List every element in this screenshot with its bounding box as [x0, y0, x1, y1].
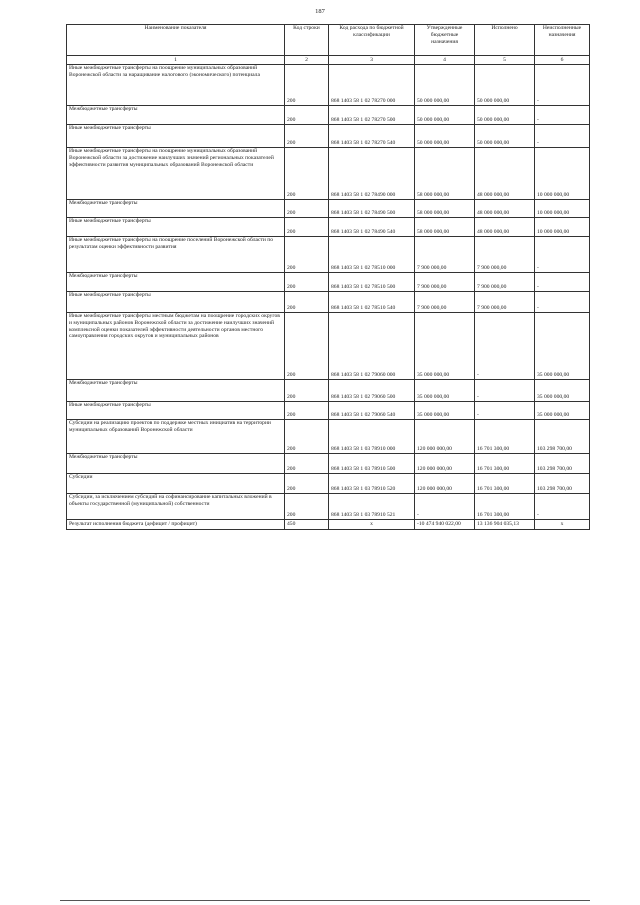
table-row: [67, 106, 590, 125]
column-number: 4: [415, 56, 475, 65]
header-approved: Утвержденные бюджетные назначения: [415, 25, 475, 56]
row-approved: 7 900 000,00: [415, 273, 475, 292]
result-approved: -10 474 940 022,00: [415, 520, 475, 530]
row-executed: 48 000 000,00: [475, 200, 535, 218]
row-approved: 50 000 000,00: [415, 65, 475, 106]
row-line-code: 200: [285, 292, 329, 313]
row-approved: 35 000 000,00: [415, 402, 475, 420]
row-line-code: 200: [285, 420, 329, 454]
row-executed: 16 701 300,00: [475, 494, 535, 520]
table-row: [67, 402, 590, 420]
result-line: 450: [285, 520, 329, 530]
row-budget-code: 868 1403 58 1 02 78490 540: [329, 218, 415, 237]
row-executed: 7 900 000,00: [475, 292, 535, 313]
row-approved: 50 000 000,00: [415, 125, 475, 148]
row-executed: 48 000 000,00: [475, 148, 535, 200]
row-line-code: 200: [285, 494, 329, 520]
row-line-code: 200: [285, 148, 329, 200]
row-indicator-name: Иные межбюджетные трансферты: [67, 292, 285, 313]
row-unexecuted: 35 000 000,00: [535, 380, 590, 402]
row-approved: 35 000 000,00: [415, 313, 475, 380]
table-row: [67, 237, 590, 273]
row-line-code: 200: [285, 200, 329, 218]
header-line-code: Код строки: [285, 25, 329, 56]
result-executed: 13 136 904 035,13: [475, 520, 535, 530]
row-line-code: 200: [285, 125, 329, 148]
row-budget-code: 868 1403 58 1 02 78510 540: [329, 292, 415, 313]
row-indicator-name: Субсидии: [67, 474, 285, 494]
row-line-code: 200: [285, 273, 329, 292]
row-budget-code: 868 1403 58 1 03 78910 000: [329, 420, 415, 454]
row-unexecuted: -: [535, 292, 590, 313]
row-indicator-name: Иные межбюджетные трансферты на поощрение муниципальных образований Воронежской области за наращивание налогового (экономического) потенциала: [67, 65, 285, 106]
row-executed: 50 000 000,00: [475, 106, 535, 125]
table-row: [67, 218, 590, 237]
column-number: 2: [285, 56, 329, 65]
table-body: [67, 65, 590, 520]
row-budget-code: 868 1403 58 1 02 78270 540: [329, 125, 415, 148]
page-number: 187: [315, 8, 325, 15]
row-unexecuted: -: [535, 65, 590, 106]
row-approved: 120 000 000,00: [415, 454, 475, 474]
table-row: [67, 454, 590, 474]
row-executed: 16 701 300,00: [475, 420, 535, 454]
row-indicator-name: Иные межбюджетные трансферты: [67, 402, 285, 420]
table-row: [67, 474, 590, 494]
row-indicator-name: Иные межбюджетные трансферты: [67, 218, 285, 237]
row-executed: 48 000 000,00: [475, 218, 535, 237]
row-line-code: 200: [285, 474, 329, 494]
row-unexecuted: -: [535, 106, 590, 125]
row-approved: 58 000 000,00: [415, 218, 475, 237]
row-indicator-name: Иные межбюджетные трансферты на поощрение поселений Воронежской области по результатам оценки эффективности развития: [67, 237, 285, 273]
row-budget-code: 868 1403 58 1 02 78490 500: [329, 200, 415, 218]
row-unexecuted: 10 000 000,00: [535, 200, 590, 218]
row-unexecuted: 35 000 000,00: [535, 402, 590, 420]
row-indicator-name: Межбюджетные трансферты: [67, 454, 285, 474]
row-executed: -: [475, 402, 535, 420]
row-budget-code: 868 1403 58 1 02 79060 000: [329, 313, 415, 380]
row-executed: 16 701 300,00: [475, 474, 535, 494]
row-unexecuted: -: [535, 125, 590, 148]
row-budget-code: 868 1403 58 1 02 78270 500: [329, 106, 415, 125]
row-executed: 7 900 000,00: [475, 273, 535, 292]
row-indicator-name: Межбюджетные трансферты: [67, 380, 285, 402]
row-unexecuted: -: [535, 237, 590, 273]
result-name: Результат исполнения бюджета (дефицит / профицит): [67, 520, 285, 530]
row-approved: 7 900 000,00: [415, 292, 475, 313]
table-row: [67, 125, 590, 148]
row-line-code: 200: [285, 106, 329, 125]
row-budget-code: 868 1403 58 1 02 79060 500: [329, 380, 415, 402]
row-executed: 16 701 300,00: [475, 454, 535, 474]
table-row: [67, 200, 590, 218]
row-budget-code: 868 1403 58 1 02 78510 000: [329, 237, 415, 273]
column-number-row: [67, 56, 590, 65]
header-executed: Исполнено: [475, 25, 535, 56]
column-number: 3: [329, 56, 415, 65]
row-unexecuted: 103 298 700,00: [535, 454, 590, 474]
row-line-code: 200: [285, 313, 329, 380]
row-unexecuted: 10 000 000,00: [535, 148, 590, 200]
column-number: 5: [475, 56, 535, 65]
row-executed: 7 900 000,00: [475, 237, 535, 273]
table-row: [67, 494, 590, 520]
row-line-code: 200: [285, 218, 329, 237]
table-row: [67, 65, 590, 106]
row-budget-code: 868 1403 58 1 02 78490 000: [329, 148, 415, 200]
table-header-row: [67, 25, 590, 56]
table-row: [67, 292, 590, 313]
row-line-code: 200: [285, 237, 329, 273]
column-number: 1: [67, 56, 285, 65]
column-number: 6: [535, 56, 590, 65]
row-indicator-name: Иные межбюджетные трансферты местным бюджетам на поощрение городских округов и муниципальных районов Воронежской области за достижение наилучших значений комплексной оценки показателей эффективности деятельности органов местного самоуправления городских округов и муниципальных районов: [67, 313, 285, 380]
header-budget-code: Код расхода по бюджетной классификации: [329, 25, 415, 56]
header-unexecuted: Неисполненные назначения: [535, 25, 590, 56]
row-executed: 50 000 000,00: [475, 125, 535, 148]
row-indicator-name: Межбюджетные трансферты: [67, 200, 285, 218]
row-indicator-name: Иные межбюджетные трансферты на поощрение муниципальных образований Воронежской области за достижение наилучших значений региональных показателей эффективности развития муниципальных образований Воронежской области: [67, 148, 285, 200]
result-code: x: [329, 520, 415, 530]
row-budget-code: 868 1403 58 1 02 78270 000: [329, 65, 415, 106]
row-executed: -: [475, 313, 535, 380]
row-budget-code: 868 1403 58 1 03 78910 500: [329, 454, 415, 474]
table-row: [67, 420, 590, 454]
row-approved: 120 000 000,00: [415, 420, 475, 454]
row-indicator-name: Иные межбюджетные трансферты: [67, 125, 285, 148]
row-executed: 50 000 000,00: [475, 65, 535, 106]
row-line-code: 200: [285, 402, 329, 420]
row-budget-code: 868 1403 58 1 02 79060 540: [329, 402, 415, 420]
row-unexecuted: 10 000 000,00: [535, 218, 590, 237]
page-bottom-rule: [60, 900, 590, 901]
row-budget-code: 868 1403 58 1 02 78510 500: [329, 273, 415, 292]
row-indicator-name: Субсидии на реализацию проектов по поддержке местных инициатив на территории муниципальных образований Воронежской области: [67, 420, 285, 454]
budget-execution-table: [66, 24, 590, 530]
row-budget-code: 868 1403 58 1 03 78910 520: [329, 474, 415, 494]
table-row: [67, 313, 590, 380]
row-unexecuted: -: [535, 494, 590, 520]
row-approved: 50 000 000,00: [415, 106, 475, 125]
row-line-code: 200: [285, 65, 329, 106]
row-line-code: 200: [285, 454, 329, 474]
row-budget-code: 868 1403 58 1 03 78910 521: [329, 494, 415, 520]
table-row: [67, 380, 590, 402]
row-approved: 7 900 000,00: [415, 237, 475, 273]
row-indicator-name: Субсидии, за исключением субсидий на софинансирование капитальных вложений в объекты государственной (муниципальной) собственности: [67, 494, 285, 520]
row-indicator-name: Межбюджетные трансферты: [67, 273, 285, 292]
table-row: [67, 148, 590, 200]
row-unexecuted: 103 298 700,00: [535, 420, 590, 454]
row-approved: 58 000 000,00: [415, 200, 475, 218]
row-approved: -: [415, 494, 475, 520]
result-unexecuted: x: [535, 520, 590, 530]
row-unexecuted: 103 298 700,00: [535, 474, 590, 494]
row-line-code: 200: [285, 380, 329, 402]
row-approved: 120 000 000,00: [415, 474, 475, 494]
row-unexecuted: -: [535, 273, 590, 292]
table-row: [67, 273, 590, 292]
header-indicator-name: Наименование показателя: [67, 25, 285, 56]
row-approved: 58 000 000,00: [415, 148, 475, 200]
row-indicator-name: Межбюджетные трансферты: [67, 106, 285, 125]
result-row: [67, 520, 590, 530]
row-approved: 35 000 000,00: [415, 380, 475, 402]
row-unexecuted: 35 000 000,00: [535, 313, 590, 380]
row-executed: -: [475, 380, 535, 402]
